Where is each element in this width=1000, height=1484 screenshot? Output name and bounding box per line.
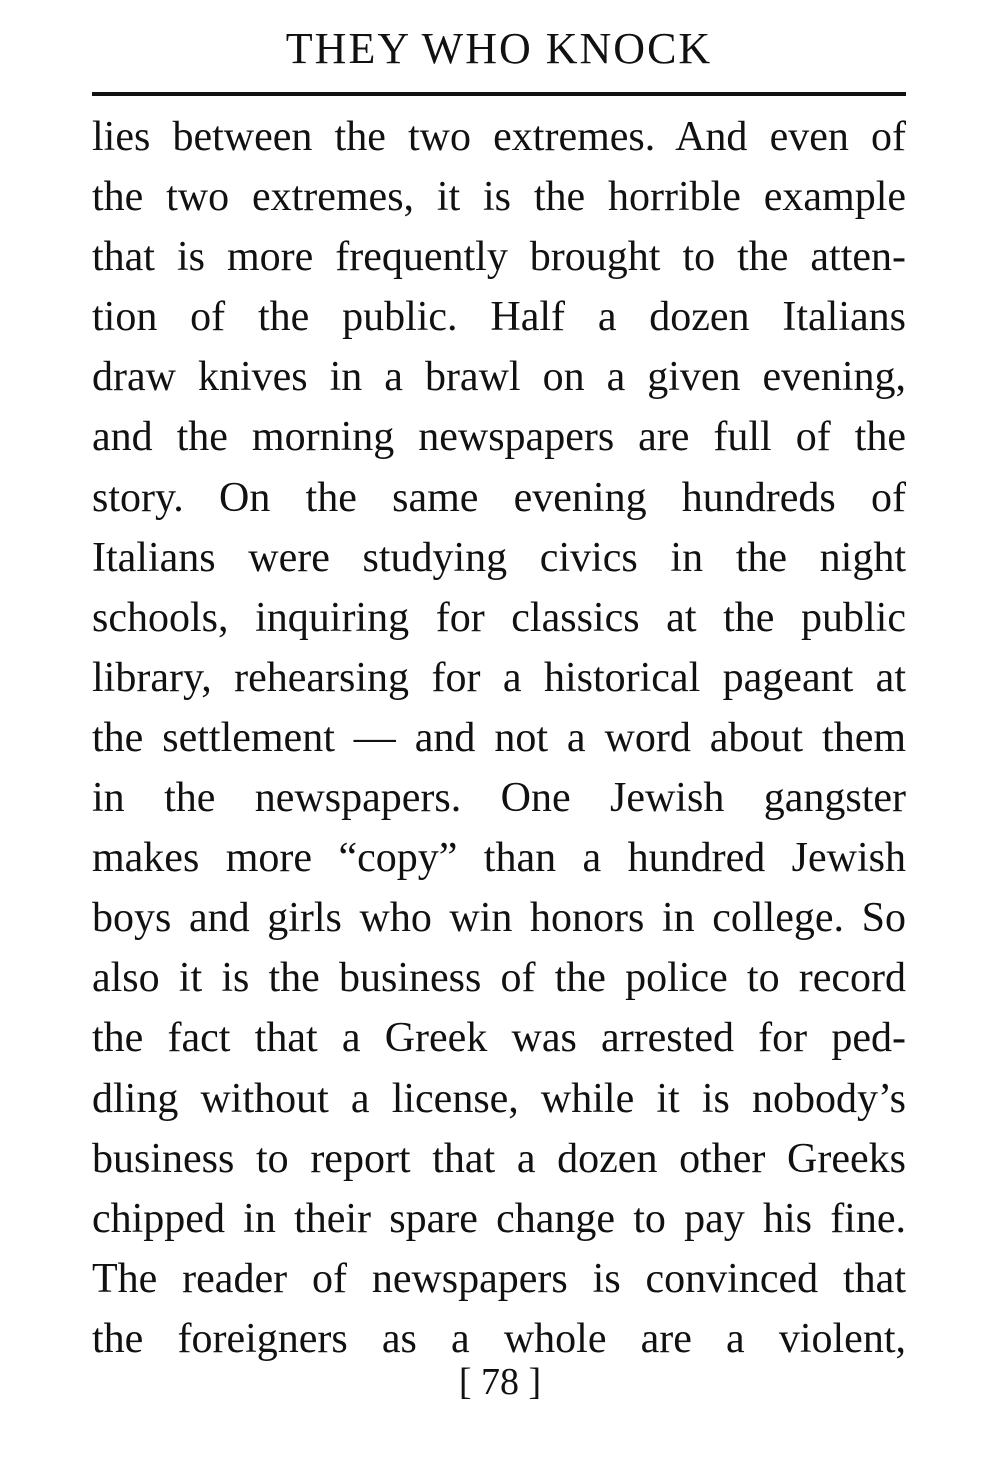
text-line: boys and girls who win honors in college. So — [92, 895, 906, 942]
text-line: library, rehearsing for a historical pageant at — [92, 654, 906, 701]
text-line: the settlement — and not a word about them — [92, 714, 906, 761]
text-line: also it is the business of the police to record — [92, 955, 906, 1002]
text-line: the fact that a Greek was arrested for ped- — [92, 1015, 906, 1062]
text-line: schools, inquiring for classics at the public — [92, 594, 906, 641]
running-head: THEY WHO KNOCK — [285, 24, 713, 73]
text-line: the foreigners as a whole are a violent, — [92, 1315, 906, 1362]
text-line: story. On the same evening hundreds of — [92, 474, 906, 521]
text-line: that is more frequently brought to the atten- — [92, 234, 906, 281]
text-line: business to report that a dozen other Greeks — [92, 1135, 906, 1182]
text-line: draw knives in a brawl on a given evening, — [92, 354, 906, 401]
page-number: [ 78 ] — [458, 1361, 542, 1403]
text-line: the two extremes, it is the horrible example — [92, 174, 906, 221]
header-rule — [92, 92, 906, 96]
text-line: dling without a license, while it is nobody’s — [92, 1075, 906, 1122]
text-line: makes more “copy” than a hundred Jewish — [92, 835, 906, 882]
text-line: The reader of newspapers is convinced that — [92, 1255, 906, 1302]
body-text — [92, 107, 906, 1369]
text-line: tion of the public. Half a dozen Italians — [92, 294, 906, 341]
text-line: chipped in their spare change to pay his fine. — [92, 1195, 906, 1242]
text-line: in the newspapers. One Jewish gangster — [92, 775, 906, 822]
text-line: and the morning newspapers are full of the — [92, 414, 906, 461]
text-line: lies between the two extremes. And even of — [92, 114, 906, 160]
text-line: Italians were studying civics in the night — [92, 534, 906, 581]
